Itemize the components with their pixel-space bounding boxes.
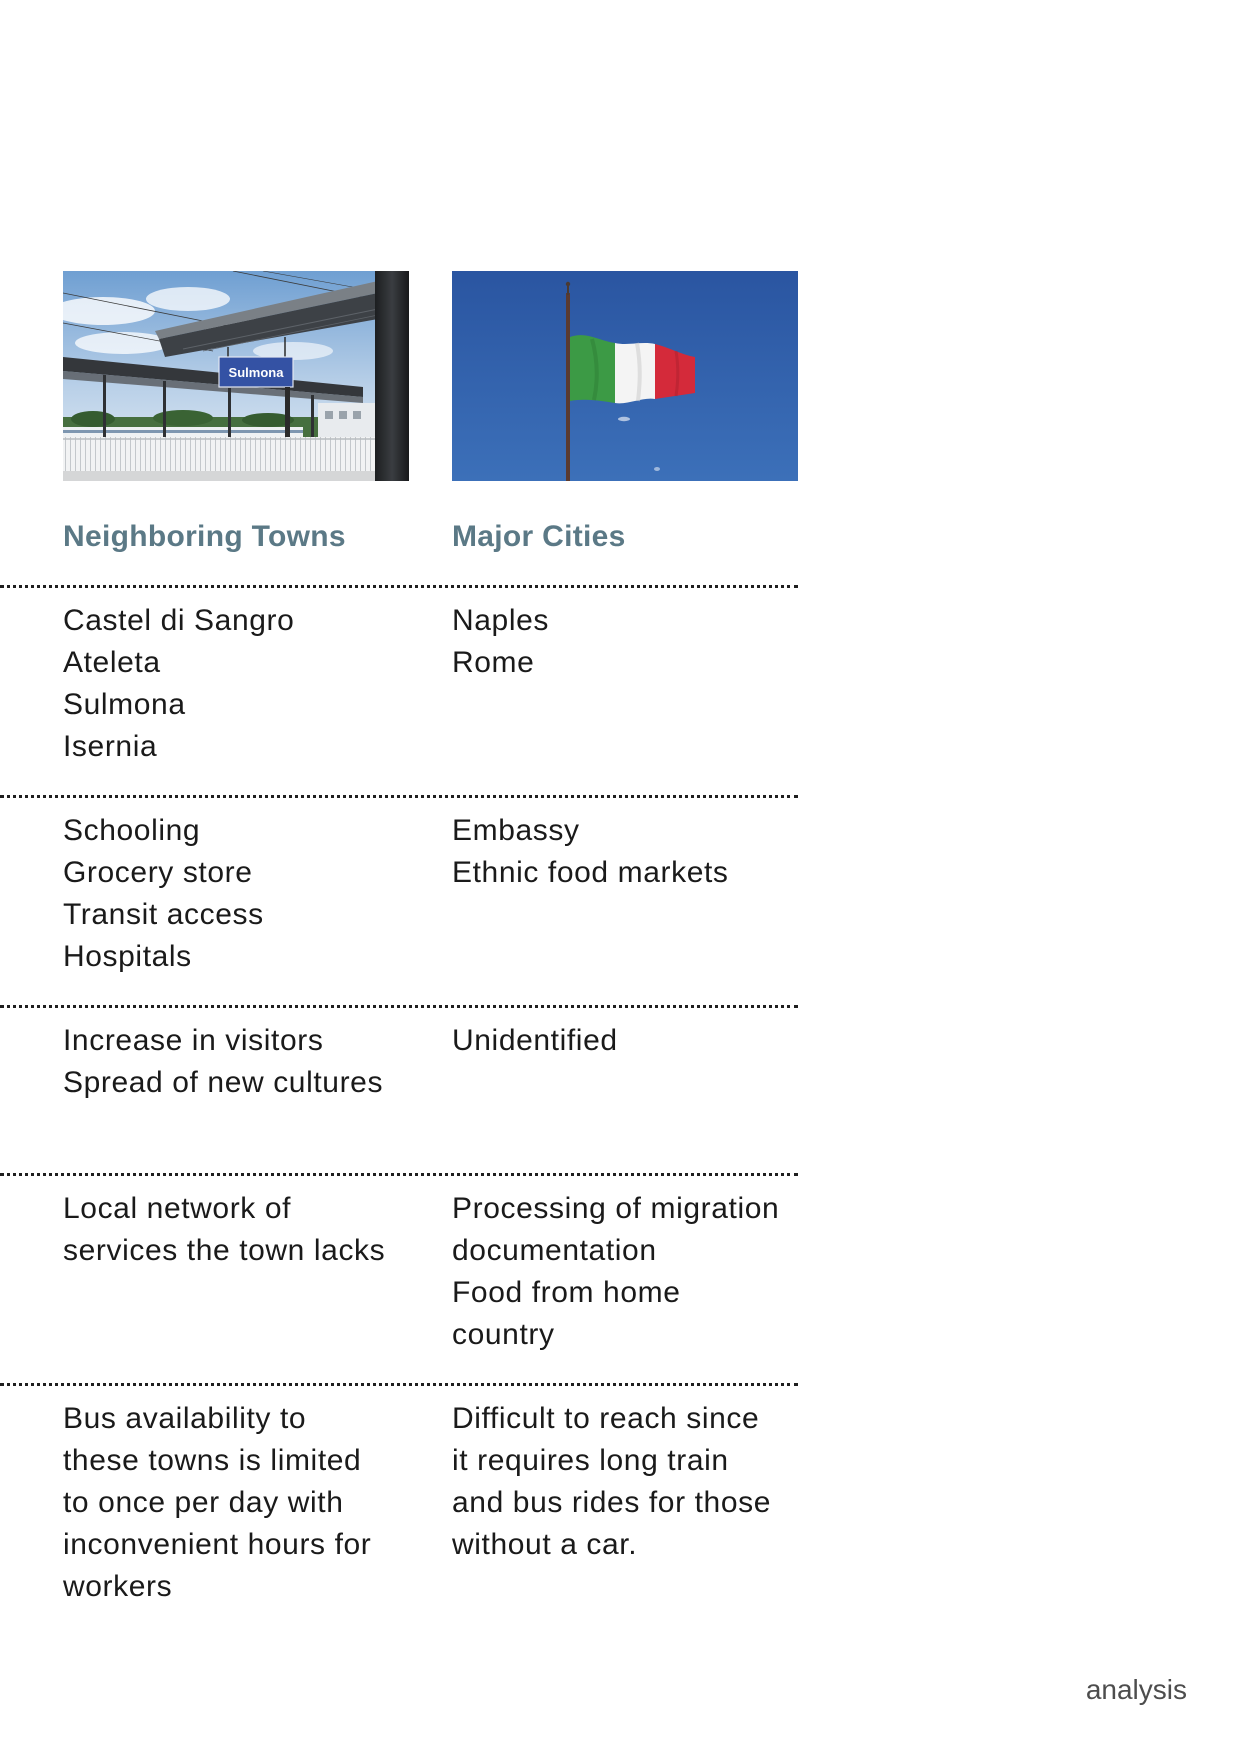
cell-line: and bus rides for those: [452, 1486, 771, 1519]
cell-line: services the town lacks: [63, 1234, 386, 1267]
cell-line: Hospitals: [63, 940, 192, 973]
cell-line: Schooling: [63, 814, 201, 847]
cell-line: Castel di Sangro: [63, 604, 295, 637]
cell-line: Transit access: [63, 898, 264, 931]
major-cities-cell: [452, 1020, 832, 1062]
neighboring-towns-cell: [63, 1020, 443, 1104]
section-label: analysis: [1085, 1674, 1187, 1705]
neighboring-towns-heading: Neighboring Towns: [63, 520, 346, 553]
row-divider: [0, 1005, 798, 1008]
cell-line: Local network of: [63, 1192, 292, 1225]
row-divider: [0, 1173, 798, 1176]
cell-line: Embassy: [452, 814, 580, 847]
major-cities-cell: [452, 810, 832, 894]
cell-line: Spread of new cultures: [63, 1066, 384, 1099]
cell-line: Naples: [452, 604, 549, 637]
neighboring-towns-cell: [63, 1188, 443, 1272]
cell-line: without a car.: [452, 1528, 638, 1561]
cell-line: Bus availability to: [63, 1402, 307, 1435]
cell-line: Food from home: [452, 1276, 681, 1309]
row-divider: [0, 585, 798, 588]
cell-line: Increase in visitors: [63, 1024, 324, 1057]
cell-line: it requires long train: [452, 1444, 729, 1477]
neighboring-towns-cell: [63, 600, 443, 768]
cell-line: Rome: [452, 646, 535, 679]
cell-line: Ethnic food markets: [452, 856, 729, 889]
italian-flag-photo: [452, 271, 798, 481]
cell-line: workers: [63, 1570, 173, 1603]
train-station-photo: [63, 271, 409, 481]
row-divider: [0, 1383, 798, 1386]
cell-line: to once per day with: [63, 1486, 344, 1519]
cell-line: Ateleta: [63, 646, 161, 679]
cell-line: Grocery store: [63, 856, 253, 889]
neighboring-towns-cell: [63, 810, 443, 978]
major-cities-heading: Major Cities: [452, 520, 626, 553]
cell-line: these towns is limited: [63, 1444, 362, 1477]
cell-line: country: [452, 1318, 555, 1351]
cell-line: Unidentified: [452, 1024, 618, 1057]
station-sign-text: Sulmona: [228, 365, 284, 380]
cell-line: Processing of migration: [452, 1192, 780, 1225]
row-divider: [0, 795, 798, 798]
cell-line: inconvenient hours for: [63, 1528, 372, 1561]
cell-line: documentation: [452, 1234, 657, 1267]
major-cities-cell: [452, 600, 832, 684]
major-cities-cell: [452, 1398, 832, 1566]
major-cities-cell: [452, 1188, 832, 1356]
cell-line: Isernia: [63, 730, 158, 763]
cell-line: Difficult to reach since: [452, 1402, 760, 1435]
neighboring-towns-cell: [63, 1398, 443, 1608]
cell-line: Sulmona: [63, 688, 186, 721]
